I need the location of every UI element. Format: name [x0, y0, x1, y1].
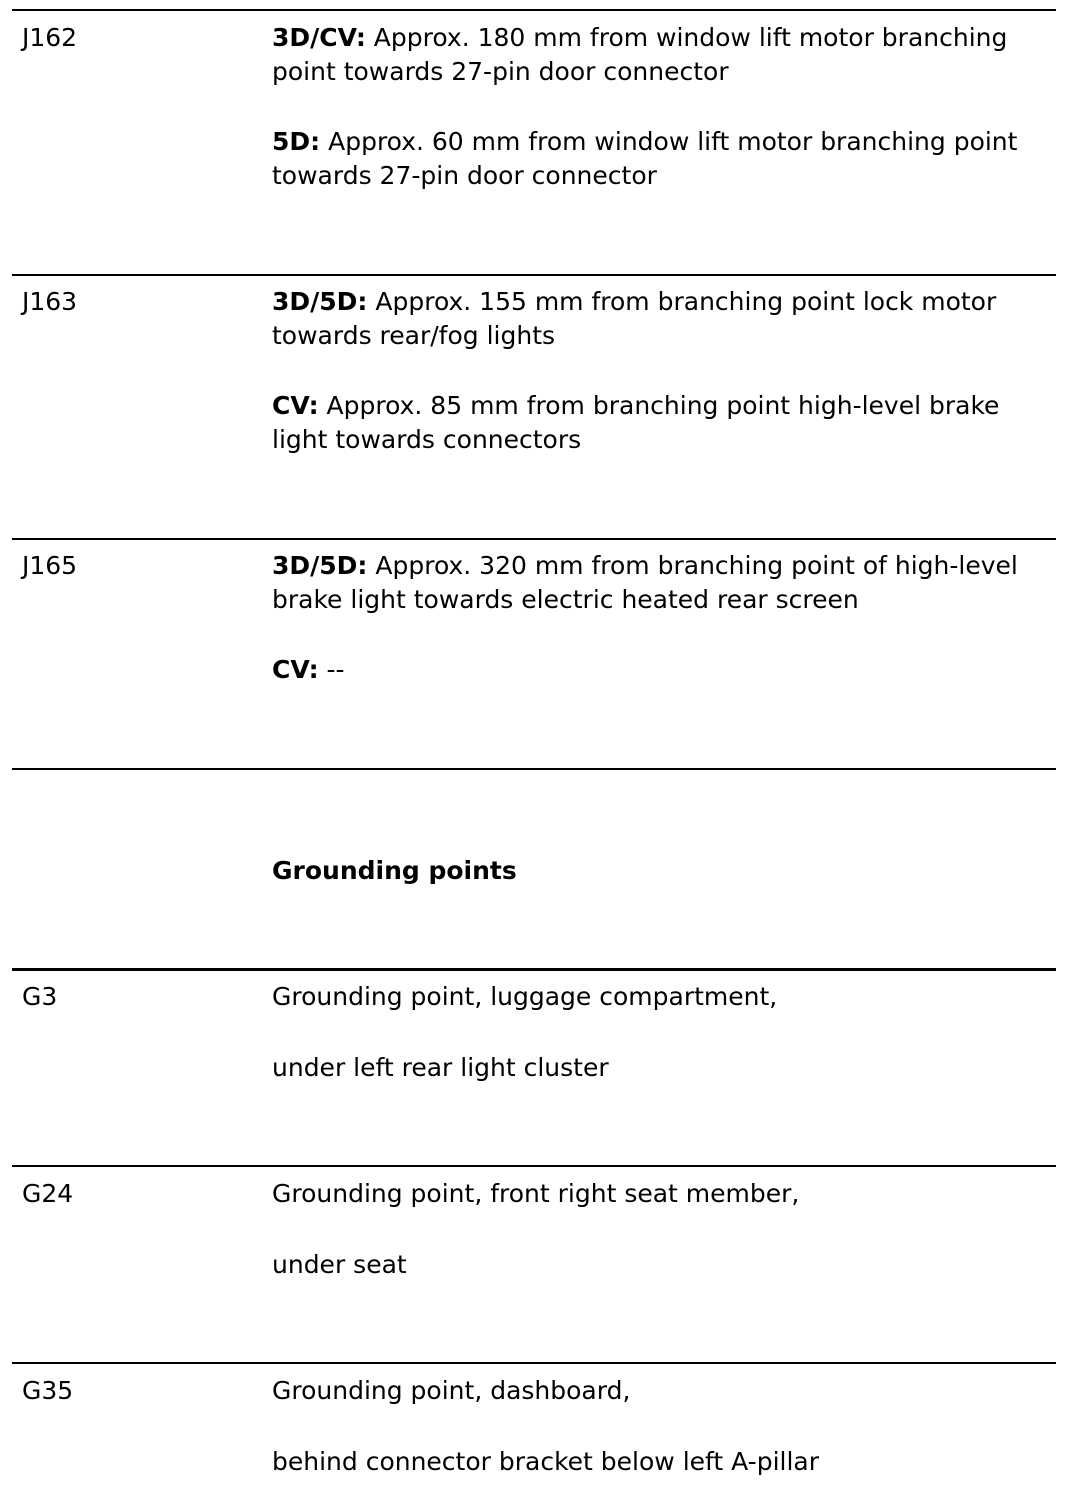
connection-code: J162 — [22, 23, 78, 52]
row-divider — [12, 9, 1056, 11]
variant-label: CV: — [272, 391, 319, 420]
entry-text: Approx. 155 mm from branching point lock motor towards rear/fog lights — [272, 287, 997, 350]
grounding-code: G3 — [22, 982, 58, 1011]
entry-text: -- — [318, 655, 345, 684]
row-divider — [12, 768, 1056, 770]
row-divider — [12, 538, 1056, 540]
grounding-code: G35 — [22, 1376, 74, 1405]
entry-description — [272, 285, 1062, 353]
entry-text: Approx. 85 mm from branching point high-level brake light towards connectors — [272, 391, 1000, 454]
row-divider — [12, 968, 1056, 971]
variant-label: 5D: — [272, 127, 321, 156]
variant-label: 3D/5D: — [272, 551, 368, 580]
grounding-location: Grounding point, front right seat member, — [272, 1179, 800, 1208]
variant-label: CV: — [272, 655, 319, 684]
entry-description — [272, 549, 1062, 617]
entry-description — [272, 21, 1062, 89]
variant-label: 3D/5D: — [272, 287, 368, 316]
entry-description — [272, 653, 1062, 687]
entry-text: Approx. 320 mm from branching point of high-level brake light towards electric heated rear screen — [272, 551, 1018, 614]
section-heading: Grounding points — [272, 856, 517, 885]
entry-text: Approx. 60 mm from window lift motor branching point towards 27-pin door connector — [272, 127, 1018, 190]
row-divider — [12, 274, 1056, 276]
connection-code: J163 — [22, 287, 78, 316]
grounding-location: Grounding point, luggage compartment, — [272, 982, 778, 1011]
grounding-detail: behind connector bracket below left A-pillar — [272, 1447, 820, 1476]
row-divider — [12, 1165, 1056, 1167]
grounding-code: G24 — [22, 1179, 74, 1208]
row-divider — [12, 1362, 1056, 1364]
entry-description — [272, 125, 1062, 193]
grounding-detail: under left rear light cluster — [272, 1053, 609, 1082]
entry-text: Approx. 180 mm from window lift motor branching point towards 27-pin door connector — [272, 23, 1008, 86]
entry-description — [272, 389, 1062, 457]
connection-code: J165 — [22, 551, 78, 580]
grounding-location: Grounding point, dashboard, — [272, 1376, 631, 1405]
grounding-detail: under seat — [272, 1250, 407, 1279]
variant-label: 3D/CV: — [272, 23, 366, 52]
